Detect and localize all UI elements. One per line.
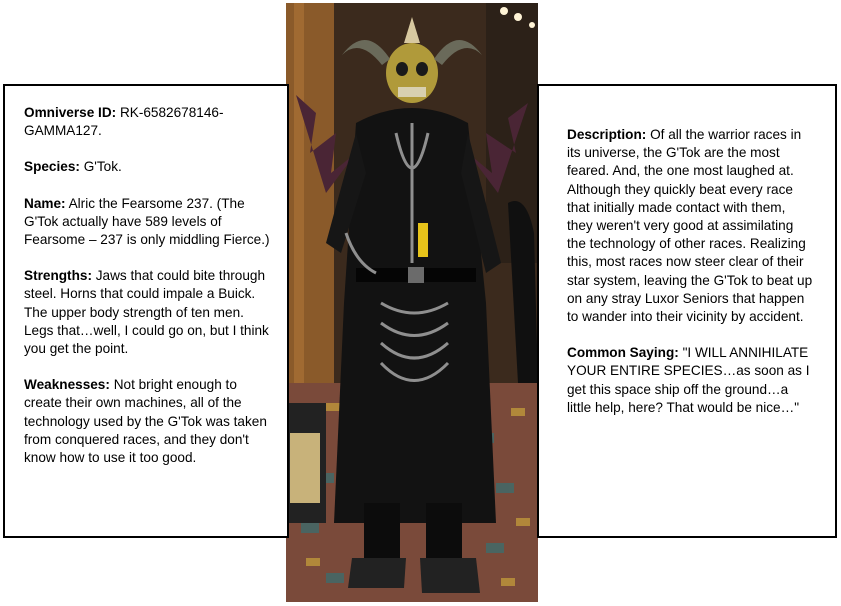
name-label: Name: (24, 195, 66, 211)
weaknesses-entry (24, 376, 271, 467)
common-saying-label: Common Saying: (567, 345, 679, 361)
right-info-panel (537, 84, 837, 538)
weaknesses-value: Not bright enough to create their own machines, all of the technology used by the G'Tok was taken from conquered races, and they don't know how to use it too good. (24, 377, 267, 466)
name-value: Alric the Fearsome 237. (The G'Tok actually have 589 levels of Fearsome – 237 is only middling Fierce.) (24, 195, 270, 248)
common-saying-value: "I WILL ANNIHILATE YOUR ENTIRE SPECIES…as soon as I get this space ship off the ground…a little help, here? That would be nice…" (567, 345, 810, 415)
costume-illustration (286, 3, 538, 602)
species-value: G'Tok. (83, 159, 122, 175)
description-label: Description: (567, 127, 647, 142)
strengths-entry (24, 267, 271, 358)
name-entry (24, 195, 271, 250)
strengths-label: Strengths: (24, 268, 92, 284)
costume-photo (286, 3, 538, 602)
weaknesses-label: Weaknesses: (24, 377, 110, 393)
omniverse-id-label: Omniverse ID: (24, 105, 117, 120)
description-value: Of all the warrior races in its universe, the G'Tok are the most feared. And, the one most laughed at. Although they quickly beat every race that initially made contact with them, they weren't very good at assimilating the technology of other races. Realizing this, most races now steer clear of their star system, leaving the G'Tok to beat up on any stray Luxor Seniors that happen to wander into their vicinity by accident. (567, 127, 813, 325)
common-saying-entry (567, 344, 813, 417)
omniverse-id-value: RK-6582678146-GAMMA127. (24, 105, 224, 139)
description-entry (567, 126, 813, 326)
left-info-panel (3, 84, 289, 538)
omniverse-id-entry (24, 104, 271, 140)
strengths-value: Jaws that could bite through steel. Horns that could impale a Buick. The upper body strength of ten men. Legs that…well, I could go on, but I think you get the point. (24, 268, 269, 357)
species-entry (24, 158, 271, 176)
species-label: Species: (24, 159, 80, 175)
